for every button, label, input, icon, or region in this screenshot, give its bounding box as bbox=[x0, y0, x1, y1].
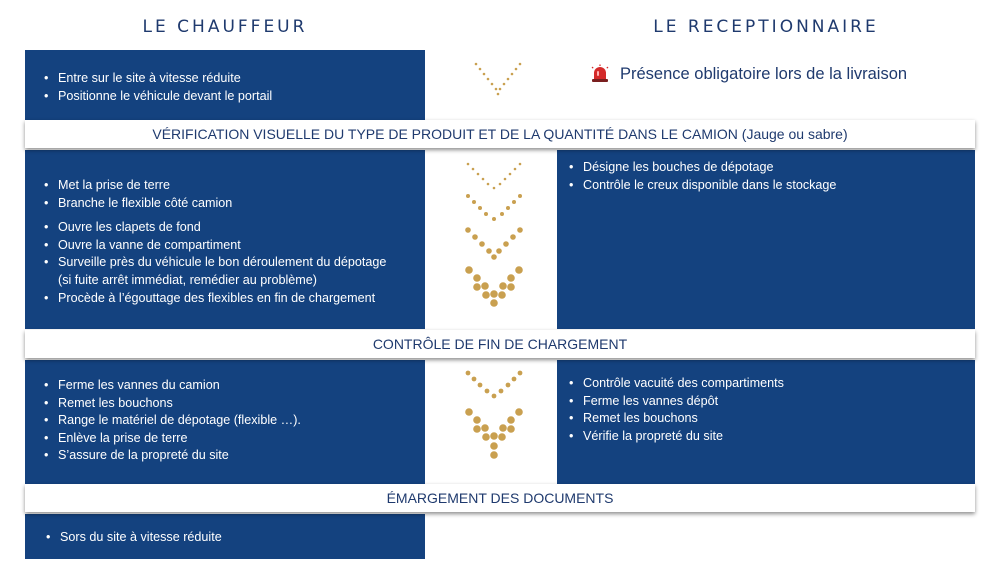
visual-check-band: VÉRIFICATION VISUELLE DU TYPE DE PRODUIT ET DE LA QUANTITÉ DANS LE CAMION (Jauge ou sabre) bbox=[25, 120, 975, 148]
driver-column-header: LE CHAUFFEUR bbox=[142, 17, 308, 37]
list-item: • Vérifie la propreté du site bbox=[567, 428, 975, 446]
list-item: • Ferme les vannes dépôt bbox=[567, 393, 975, 411]
list-item: • Range le matériel de dépotage (flexible …). bbox=[42, 412, 425, 430]
list-item: • Branche le flexible côté camion bbox=[42, 195, 425, 213]
list-item: • Remet les bouchons bbox=[42, 395, 425, 413]
end-check-driver-panel bbox=[25, 360, 425, 484]
list-item: • Positionne le véhicule devant le portail bbox=[42, 88, 425, 106]
list-item: • Entre sur le site à vitesse réduite bbox=[42, 70, 425, 88]
documents-signing-band: ÉMARGEMENT DES DOCUMENTS bbox=[25, 484, 975, 512]
unloading-receiver-panel bbox=[557, 150, 975, 329]
list-item: • Remet les bouchons bbox=[567, 410, 975, 428]
unloading-driver-panel bbox=[25, 150, 425, 329]
list-item: • Désigne les bouches de dépotage bbox=[567, 159, 975, 177]
list-item: • Contrôle vacuité des compartiments bbox=[567, 375, 975, 393]
list-item: • Met la prise de terre bbox=[42, 177, 425, 195]
arrival-driver-panel bbox=[25, 50, 425, 120]
list-item-continuation: (si fuite arrêt immédiat, remédier au problème) bbox=[58, 272, 317, 287]
list-item: • Contrôle le creux disponible dans le stockage bbox=[567, 177, 975, 195]
list-item: • S’assure de la propreté du site bbox=[42, 447, 425, 465]
list-item: • Ferme les vannes du camion bbox=[42, 377, 425, 395]
exit-driver-panel bbox=[25, 514, 425, 559]
list-item: • Surveille près du véhicule le bon déroulement du dépotage bbox=[42, 254, 425, 272]
alarm-light-icon bbox=[590, 64, 610, 84]
alert-text: Présence obligatoire lors de la livraison bbox=[620, 64, 908, 83]
end-check-receiver-panel bbox=[557, 360, 975, 484]
list-item: • Enlève la prise de terre bbox=[42, 430, 425, 448]
chevron-arrow-icon bbox=[470, 60, 526, 100]
list-item: • Sors du site à vitesse réduite bbox=[44, 529, 425, 547]
receiver-column-header: LE RECEPTIONNAIRE bbox=[653, 17, 879, 37]
list-item: • Procède à l’égouttage des flexibles en fin de chargement bbox=[42, 290, 425, 308]
chevron-arrow-icon bbox=[462, 160, 526, 314]
end-check-band: CONTRÔLE DE FIN DE CHARGEMENT bbox=[25, 330, 975, 358]
list-item: • Ouvre la vanne de compartiment bbox=[42, 237, 425, 255]
chevron-arrow-icon bbox=[462, 368, 526, 462]
presence-alert bbox=[590, 62, 907, 86]
list-item: • Ouvre les clapets de fond bbox=[42, 219, 425, 237]
